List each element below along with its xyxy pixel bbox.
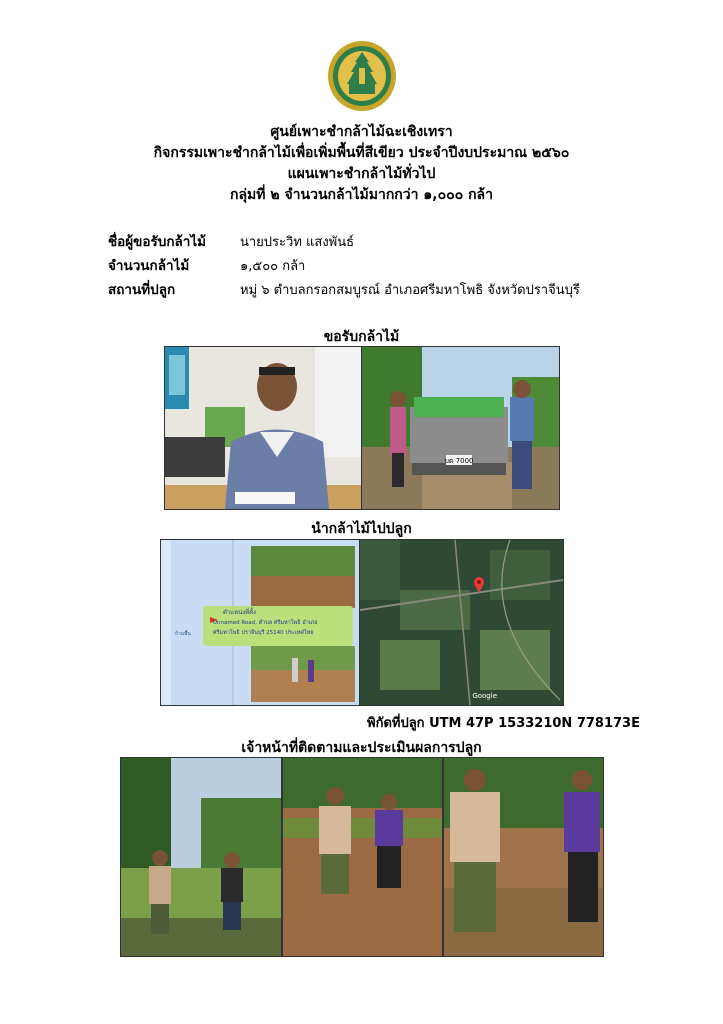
photo-inspection-2 xyxy=(282,757,443,957)
planting-coordinates: พิกัดที่ปลูก UTM 47P 1533210N 778173E xyxy=(367,716,640,731)
department-seal xyxy=(327,40,397,112)
map-address-line-1: Unnamed Road, ตำบล ศรีมหาโพธิ อำเภอ xyxy=(213,620,318,626)
header-line-1: ศูนย์เพาะชำกล้าไม้ฉะเชิงเทรา xyxy=(270,124,453,140)
truck-plate: บต 7000 xyxy=(444,457,474,465)
header-line-4: กลุ่มที่ ๒ จำนวนกล้าไม้มากกว่า ๑,๐๐๐ กล้า xyxy=(229,187,493,203)
photo-inspection-1 xyxy=(120,757,282,957)
quantity-label: จำนวนกล้าไม้ xyxy=(108,258,190,274)
inspection-section-title: เจ้าหน้าที่ติดตามและประเมินผลการปลูก xyxy=(241,740,482,756)
satellite-map xyxy=(359,539,564,706)
map-side-label: ถ้ามพื้น xyxy=(175,631,191,637)
map-location-panel xyxy=(160,539,360,706)
quantity-value: ๑,๕๐๐ กล้า xyxy=(240,259,306,274)
photo-pickup-truck xyxy=(361,346,560,510)
receive-section-title: ขอรับกล้าไม้ xyxy=(323,329,400,345)
header-line-2: กิจกรรมเพาะชำกล้าไม้เพื่อเพิ่มพื้นที่สีเขียว ประจำปีงบประมาณ ๒๕๖๐ xyxy=(153,145,570,161)
requester-label: ชื่อผู้ขอรับกล้าไม้ xyxy=(108,234,207,250)
location-label: สถานที่ปลูก xyxy=(108,282,176,298)
planting-section-title: นำกล้าไม้ไปปลูก xyxy=(311,521,412,537)
location-value: หมู่ ๖ ตำบลกรอกสมบูรณ์ อำเภอศรีมหาโพธิ จังหวัดปราจีนบุรี xyxy=(240,283,580,298)
requester-value: นายประวิท แสงพันธ์ xyxy=(240,235,355,250)
map-address-line-2: ศรีมหาโพธิ ปราจีนบุรี 25140 ประเทศไทย xyxy=(213,630,314,636)
google-label: Google xyxy=(472,692,497,700)
photo-office-requester xyxy=(164,346,362,510)
photo-inspection-3 xyxy=(443,757,604,957)
map-location-heading: ตำแหน่งที่ตั้ง xyxy=(223,609,256,616)
header-line-3: แผนเพาะชำกล้าไม้ทั่วไป xyxy=(287,166,436,182)
